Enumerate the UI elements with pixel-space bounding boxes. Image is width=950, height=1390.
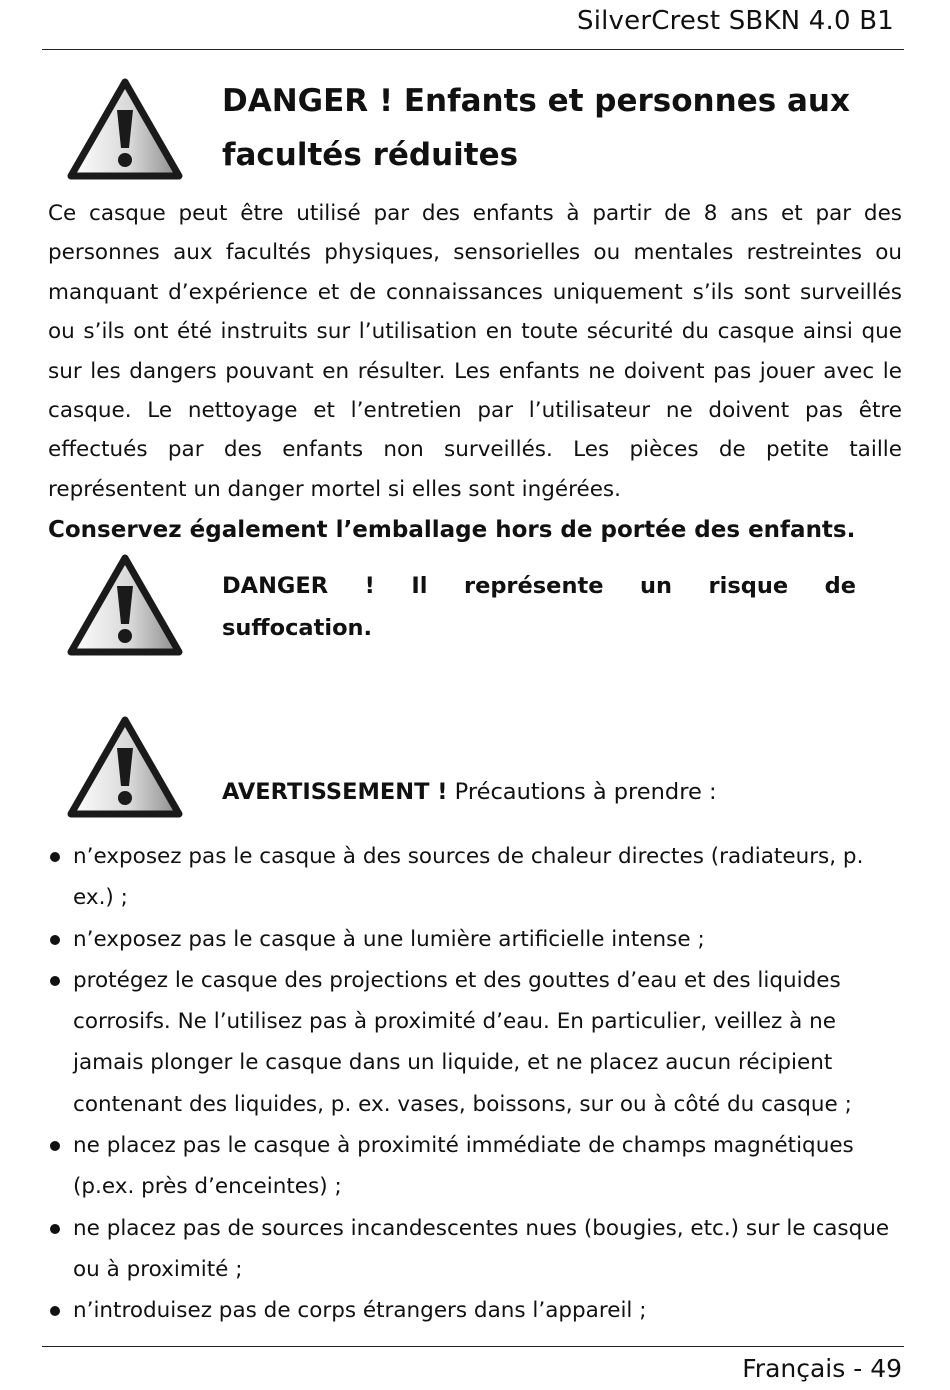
warning-triangle-icon (64, 552, 186, 658)
suffocation-line-1: DANGER ! Il représente un risque de (222, 573, 856, 599)
list-item: protégez le casque des projections et des gouttes d’eau et des liquides corrosifs. Ne l’utilisez pas à proximité d’eau. En particulier, veillez à ne jamais plonger le casque dans un liquide, et ne placez aucun récipient contenant des liquides, p. ex. vases, boissons, sur ou à côté du casque ; (48, 960, 894, 1125)
packaging-warning: Conservez également l’emballage hors de portée des enfants. (48, 517, 856, 543)
page-number: Français - 49 (742, 1354, 902, 1383)
heading-line-1: DANGER ! Enfants et personnes aux (222, 83, 850, 119)
warning-triangle-icon (64, 76, 186, 182)
list-item: n’exposez pas le casque à des sources de chaleur directes (radiateurs, p. ex.) ; (48, 836, 894, 919)
warning-label: AVERTISSEMENT ! (222, 779, 448, 805)
children-warning-paragraph: Ce casque peut être utilisé par des enfants à partir de 8 ans et par des personnes aux facultés physiques, sensorielles ou mentales restreintes ou manquant d’expérience et de connaissances uniquement s’ils sont surveillés ou s’ils ont été instruits sur l’utilisation en toute sécurité du casque ainsi que sur les dangers pouvant en résulter. Les enfants ne doivent pas jouer avec le casque. Le nettoyage et l’entretien par l’utilisateur ne doivent pas être effectués par des enfants non surveillés. Les pièces de petite taille représentent un danger mortel si elles sont ingérées. (48, 201, 902, 502)
list-item: n’introduisez pas de corps étrangers dans l’appareil ; (48, 1290, 894, 1331)
bullet-icon (50, 852, 60, 862)
bullet-icon (50, 1141, 60, 1151)
bullet-icon (50, 1224, 60, 1234)
suffocation-danger (222, 565, 856, 649)
list-item: ne placez pas le casque à proximité immédiate de champs magnétiques (p.ex. près d’enceintes) ; (48, 1125, 894, 1208)
bullet-icon (50, 935, 60, 945)
header-divider (42, 49, 904, 50)
footer-divider (42, 1346, 904, 1347)
list-item: ne placez pas de sources incandescentes nues (bougies, etc.) sur le casque ou à proximité ; (48, 1208, 894, 1291)
bullet-icon (50, 976, 60, 986)
precautions-list (48, 836, 894, 1332)
precautions-heading (222, 774, 717, 810)
list-item: n’exposez pas le casque à une lumière artificielle intense ; (48, 919, 894, 960)
danger-heading-children (222, 74, 890, 182)
suffocation-line-2: suffocation. (222, 615, 373, 641)
bullet-icon (50, 1306, 60, 1316)
document-header-title: SilverCrest SBKN 4.0 B1 (577, 6, 894, 36)
warning-triangle-icon (64, 714, 186, 820)
precautions-text: Précautions à prendre : (447, 779, 717, 805)
heading-line-2: facultés réduites (222, 137, 519, 173)
